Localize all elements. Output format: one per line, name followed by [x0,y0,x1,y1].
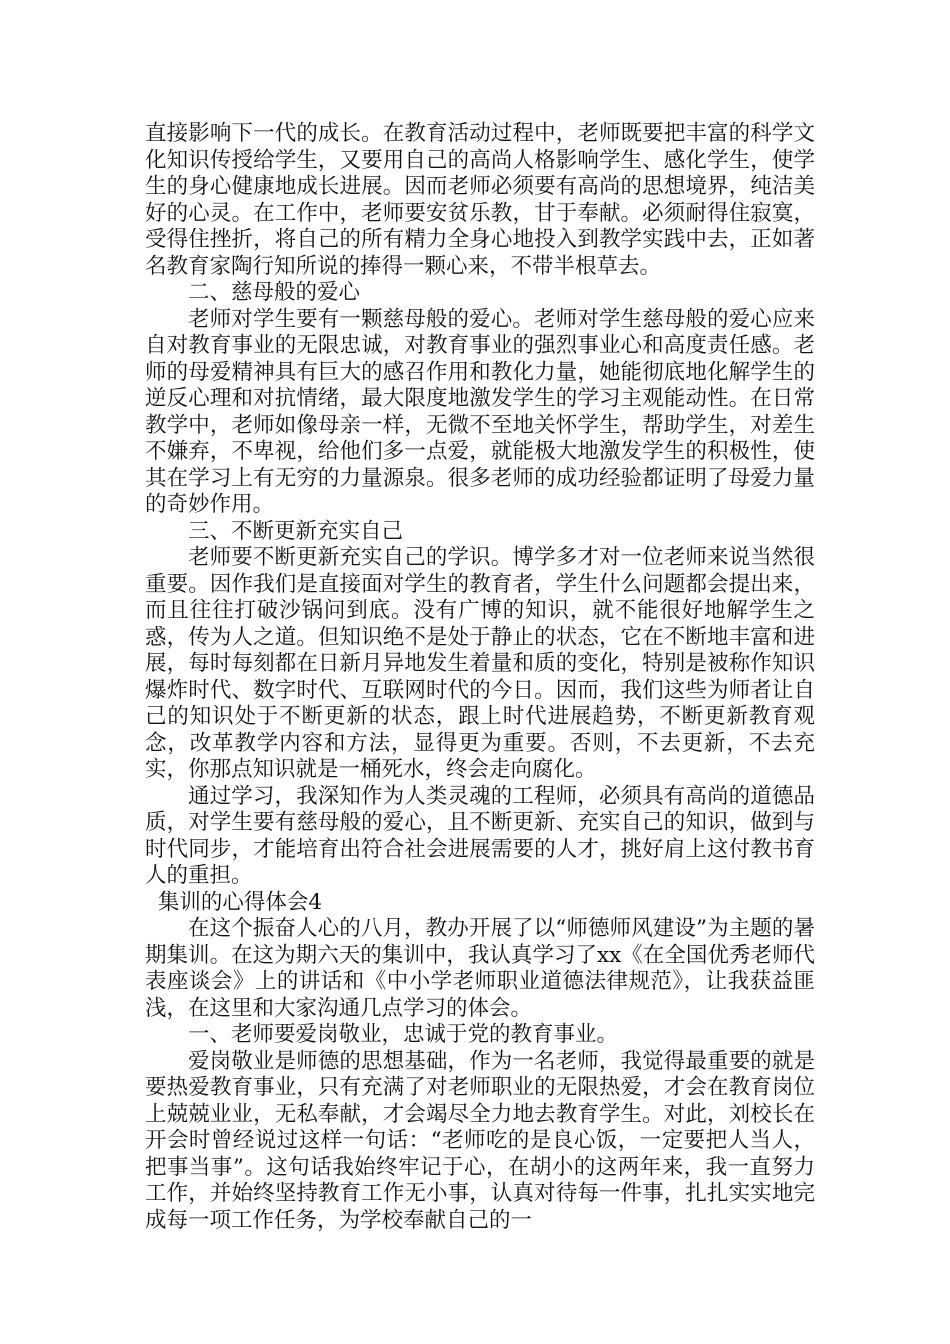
section-title: 集训的心得体会4 [157,889,323,915]
paragraph: 通过学习，我深知作为人类灵魂的工程师，必须具有高尚的道德品质，对学生要有慈母般的爱心，且不断更新、充实自己的知识，做到与时代同步，才能培育出符合社会进展需要的人才，挑好肩上这付教书育人的重担。 [145,783,815,888]
paragraph: 在这个振奋人心的八月，教办开展了以“师德师风建设”为主题的暑期集训。在这为期六天的集训中，我认真学习了xx《在全国优秀老师代表座谈会》上的讲话和《中小学老师职业道德法律规范》，让我获益匪浅，在这里和大家沟通几点学习的体会。 [145,916,815,1021]
paragraph: 老师要不断更新充实自己的学识。博学多才对一位老师来说当然很重要。因作我们是直接面对学生的教育者，学生什么问题都会提出来，而且往往打破沙锅问到底。没有广博的知识，就不能很好地解学生之惑，传为人之道。但知识绝不是处于静止的状态，它在不断地丰富和进展，每时每刻都在日新月异地发生着量和质的变化，特别是被称作知识爆炸时代、数字时代、互联网时代的今日。因而，我们这些为师者让自己的知识处于不断更新的状态，跟上时代进展趋势，不断更新教育观念，改革教学内容和方法，显得更为重要。否则，不去更新，不去充实，你那点知识就是一桶死水，终会走向腐化。 [145,545,815,782]
subheading: 三、不断更新充实自己 [188,518,404,544]
paragraph: 老师对学生要有一颗慈母般的爱心。老师对学生慈母般的爱心应来自对教育事业的无限忠诚，对教育事业的强烈事业心和高度责任感。老师的母爱精神具有巨大的感召作用和教化力量，她能彻底地化解学生的逆反心理和对抗情绪，最大限度地激发学生的学习主观能动性。在日常教学中，老师如像母亲一样，无微不至地关怀学生，帮助学生，对差生不嫌弃，不卑视，给他们多一点爱，就能极大地激发学生的积极性，使其在学习上有无穷的力量源泉。很多老师的成功经验都证明了母爱力量的奇妙作用。 [145,306,815,517]
subheading: 一、老师要爱岗敬业，忠诚于党的教育事业。 [188,1022,619,1047]
paragraph: 直接影响下一代的成长。在教育活动过程中，老师既要把丰富的科学文化知识传授给学生，又要用自己的高尚人格影响学生、感化学生，使学生的身心健康地成长进展。因而老师必须要有高尚的思想境界，纯洁美好的心灵。在工作中，老师要安贫乐教，甘于奉献。必须耐得住寂寞，受得住挫折，将自己的所有精力全身心地投入到教学实践中去，正如著名教育家陶行知所说的捧得一颗心来，不带半根草去。 [145,121,815,279]
subheading: 二、慈母般的爱心 [188,280,361,305]
paragraph: 爱岗敬业是师德的思想基础，作为一名老师，我觉得最重要的就是要热爱教育事业，只有充满了对老师职业的无限热爱，才会在教育岗位上兢兢业业，无私奉献，才会竭尽全力地去教育学生。对此，刘校长在开会时曾经说过这样一句话：“老师吃的是良心饭，一定要把人当人，把事当事”。这句话我始终牢记于心，在胡小的这两年来，我一直努力工作，并始终坚持教育工作无小事，认真对待每一件事，扎扎实实地完成每一项工作任务，为学校奉献自己的一 [145,1048,815,1233]
document-body [145,121,815,1234]
